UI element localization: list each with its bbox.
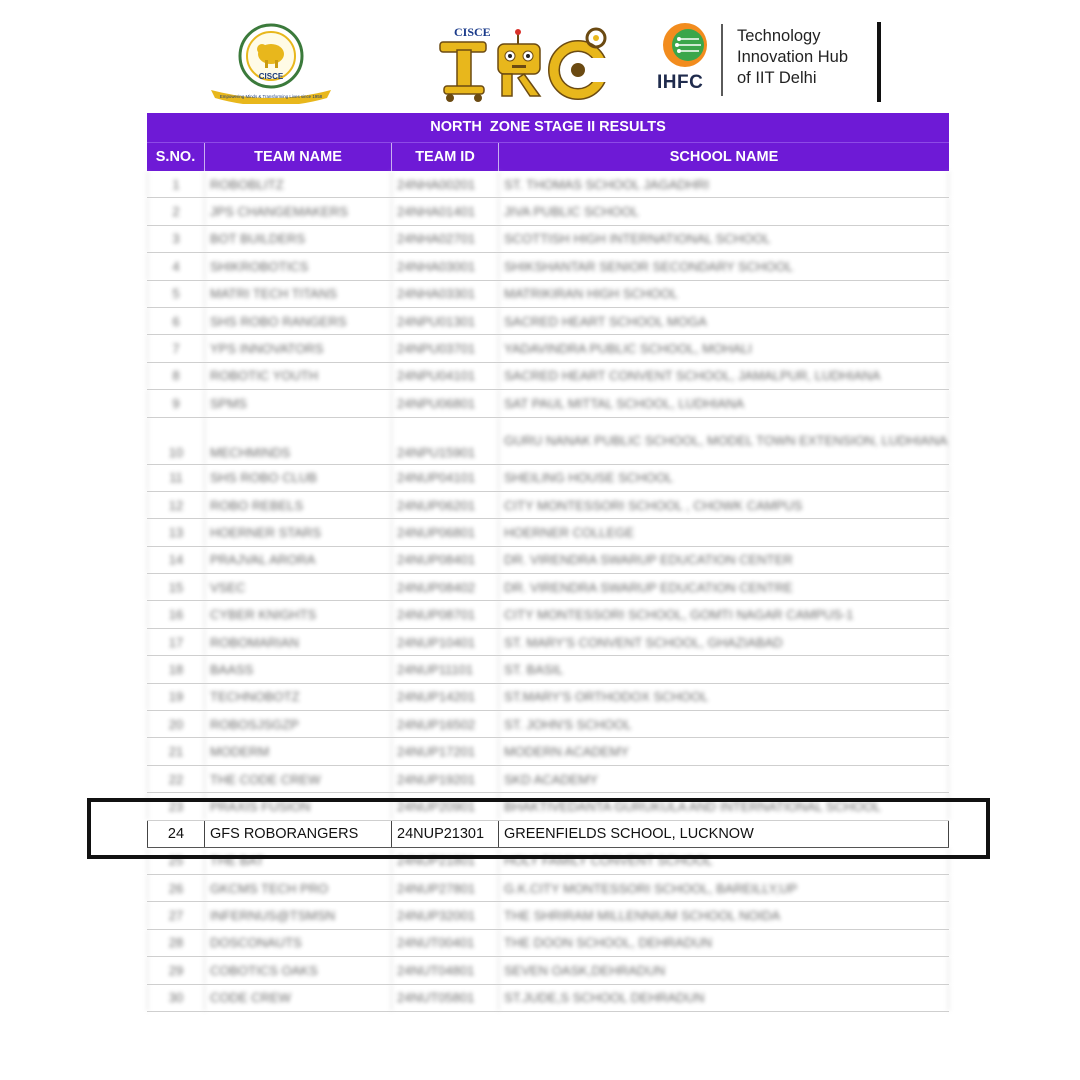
row-team-name: VSEC xyxy=(205,574,392,600)
row-team-id: 24NUP27801 xyxy=(392,875,499,901)
table-row xyxy=(147,738,949,765)
row-team-name: BOT BUILDERS xyxy=(205,226,392,252)
row-team-name: PRAXIS FUSION xyxy=(205,793,392,819)
row-school-name: HOERNER COLLEGE xyxy=(499,519,949,545)
row-team-id: 24NUP21301 xyxy=(392,821,499,847)
row-team-name: SPMS xyxy=(205,390,392,416)
row-school-name: YADAVINDRA PUBLIC SCHOOL, MOHALI xyxy=(499,335,949,361)
row-school-name: THE DOON SCHOOL, DEHRADUN xyxy=(499,930,949,956)
table-row xyxy=(147,711,949,738)
row-school-name: SEVEN OASK,DEHRADUN xyxy=(499,957,949,983)
table-row xyxy=(147,335,949,362)
results-table xyxy=(147,113,949,1012)
row-sno: 21 xyxy=(147,738,205,764)
row-sno: 1 xyxy=(147,171,205,197)
row-team-name: INFERNUS@TSMSN xyxy=(205,902,392,928)
row-team-id: 24NHA01401 xyxy=(392,198,499,224)
table-row xyxy=(147,519,949,546)
header-sno: S.NO. xyxy=(147,143,205,171)
row-sno: 5 xyxy=(147,281,205,307)
row-team-id: 24NUP21801 xyxy=(392,848,499,874)
row-school-name: CITY MONTESSORI SCHOOL, GOMTI NAGAR CAMPUS-1 xyxy=(499,601,949,627)
table-row xyxy=(147,492,949,519)
table-row xyxy=(147,684,949,711)
table-body xyxy=(147,171,949,1012)
row-school-name: SHEILING HOUSE SCHOOL xyxy=(499,465,949,491)
header-team-name: TEAM NAME xyxy=(205,143,392,171)
row-school-name: ST. MARY'S CONVENT SCHOOL, GHAZIABAD xyxy=(499,629,949,655)
table-row xyxy=(147,363,949,390)
ihfc-line-1: Technology xyxy=(737,27,821,45)
table-row xyxy=(147,766,949,793)
row-team-name: ROBOTIC YOUTH xyxy=(205,363,392,389)
table-row xyxy=(147,574,949,601)
table-row xyxy=(147,198,949,225)
row-sno: 23 xyxy=(147,793,205,819)
row-team-name: JPS CHANGEMAKERS xyxy=(205,198,392,224)
row-team-name: ROBOBLITZ xyxy=(205,171,392,197)
row-sno: 16 xyxy=(147,601,205,627)
row-team-name: TECHNOBOTZ xyxy=(205,684,392,710)
row-team-id: 24NUP06801 xyxy=(392,519,499,545)
row-team-name: SHS ROBO CLUB xyxy=(205,465,392,491)
row-school-name: BHAKTIVEDANTA GURUKULA AND INTERNATIONAL SCHOOL xyxy=(499,793,949,819)
row-team-name: MECHMINDS xyxy=(205,418,392,464)
row-team-name: ROBOSJSGZP xyxy=(205,711,392,737)
row-team-id: 24NUP19201 xyxy=(392,766,499,792)
table-row xyxy=(147,281,949,308)
ihfc-logo xyxy=(655,22,885,104)
row-school-name: ST. THOMAS SCHOOL JAGADHRI xyxy=(499,171,949,197)
row-team-id: 24NUP16502 xyxy=(392,711,499,737)
row-sno: 3 xyxy=(147,226,205,252)
row-sno: 10 xyxy=(147,418,205,464)
row-sno: 2 xyxy=(147,198,205,224)
cisce-logo xyxy=(205,22,335,104)
row-team-name: DOSCONAUTS xyxy=(205,930,392,956)
row-school-name: ST. BASIL xyxy=(499,656,949,682)
row-school-name: MATRIKIRAN HIGH SCHOOL xyxy=(499,281,949,307)
table-row-highlighted xyxy=(147,821,949,848)
table-row xyxy=(147,629,949,656)
row-team-name: GFS ROBORANGERS xyxy=(205,821,392,847)
row-sno: 22 xyxy=(147,766,205,792)
row-team-id: 24NUT04801 xyxy=(392,957,499,983)
row-team-name: GKCMS TECH PRO xyxy=(205,875,392,901)
row-sno: 20 xyxy=(147,711,205,737)
row-sno: 19 xyxy=(147,684,205,710)
row-sno: 7 xyxy=(147,335,205,361)
row-school-name: THE SHRIRAM MILLENNIUM SCHOOL NOIDA xyxy=(499,902,949,928)
row-team-id: 24NUP14201 xyxy=(392,684,499,710)
row-team-id: 24NUP20901 xyxy=(392,793,499,819)
table-row xyxy=(147,465,949,492)
row-sno: 4 xyxy=(147,253,205,279)
ihfc-separator xyxy=(721,24,723,96)
row-team-name: PRAJVAL ARORA xyxy=(205,547,392,573)
row-school-name: ST.MARY'S ORTHODOX SCHOOL xyxy=(499,684,949,710)
row-sno: 6 xyxy=(147,308,205,334)
row-team-name: CYBER KNIGHTS xyxy=(205,601,392,627)
row-team-name: SHS ROBO RANGERS xyxy=(205,308,392,334)
ihfc-line-2: Innovation Hub xyxy=(737,48,848,66)
row-team-id: 24NUP32001 xyxy=(392,902,499,928)
row-sno: 8 xyxy=(147,363,205,389)
row-team-id: 24NHA00201 xyxy=(392,171,499,197)
row-school-name: SHIKSHANTAR SENIOR SECONDARY SCHOOL xyxy=(499,253,949,279)
row-team-name: MATRI TECH TITANS xyxy=(205,281,392,307)
row-school-name: HOLY FAMILY CONVENT SCHOOL xyxy=(499,848,949,874)
row-team-id: 24NUP10401 xyxy=(392,629,499,655)
table-row xyxy=(147,930,949,957)
table-row xyxy=(147,418,949,465)
row-team-name: HOERNER STARS xyxy=(205,519,392,545)
row-sno: 30 xyxy=(147,985,205,1011)
row-team-name: COBOTICS OAKS xyxy=(205,957,392,983)
row-team-name: ROBO REBELS xyxy=(205,492,392,518)
table-row xyxy=(147,848,949,875)
row-school-name: SAT PAUL MITTAL SCHOOL, LUDHIANA xyxy=(499,390,949,416)
row-team-id: 24NPU06801 xyxy=(392,390,499,416)
row-team-id: 24NPU01301 xyxy=(392,308,499,334)
row-team-id: 24NHA03001 xyxy=(392,253,499,279)
row-school-name: GURU NANAK PUBLIC SCHOOL, MODEL TOWN EXTENSION, LUDHIANA xyxy=(499,418,949,464)
row-team-name: THE CODE CREW xyxy=(205,766,392,792)
row-sno: 18 xyxy=(147,656,205,682)
row-team-id: 24NUP17201 xyxy=(392,738,499,764)
header-team-id: TEAM ID xyxy=(392,143,499,171)
row-sno: 25 xyxy=(147,848,205,874)
table-row xyxy=(147,226,949,253)
ihfc-emblem-icon xyxy=(657,22,713,70)
row-team-id: 24NUP08402 xyxy=(392,574,499,600)
row-team-name: CODE CREW xyxy=(205,985,392,1011)
table-row xyxy=(147,308,949,335)
row-sno: 12 xyxy=(147,492,205,518)
row-team-name: THE BAT xyxy=(205,848,392,874)
ihfc-wordmark: IHFC xyxy=(657,72,704,93)
row-sno: 13 xyxy=(147,519,205,545)
row-team-id: 24NPU04101 xyxy=(392,363,499,389)
row-sno: 27 xyxy=(147,902,205,928)
row-school-name: SKD ACADEMY xyxy=(499,766,949,792)
row-school-name: MODERN ACADEMY xyxy=(499,738,949,764)
table-row xyxy=(147,875,949,902)
row-team-id: 24NUT05801 xyxy=(392,985,499,1011)
table-row xyxy=(147,902,949,929)
table-row xyxy=(147,985,949,1012)
table-row xyxy=(147,793,949,820)
cisce-caption: CISCE xyxy=(258,72,284,81)
row-team-id: 24NUP06201 xyxy=(392,492,499,518)
row-sno: 24 xyxy=(147,821,205,847)
row-team-id: 24NPU15901 xyxy=(392,418,499,464)
ihfc-right-bar xyxy=(877,22,881,102)
row-sno: 17 xyxy=(147,629,205,655)
table-row xyxy=(147,957,949,984)
ihfc-line-3: of IIT Delhi xyxy=(737,69,817,87)
row-team-name: YPS INNOVATORS xyxy=(205,335,392,361)
row-sno: 29 xyxy=(147,957,205,983)
row-team-name: MODERM xyxy=(205,738,392,764)
row-school-name: SCOTTISH HIGH INTERNATIONAL SCHOOL xyxy=(499,226,949,252)
row-sno: 15 xyxy=(147,574,205,600)
row-team-name: BAASS xyxy=(205,656,392,682)
table-title: NORTH ZONE STAGE II RESULTS xyxy=(147,113,949,142)
row-sno: 11 xyxy=(147,465,205,491)
row-school-name: CITY MONTESSORI SCHOOL , CHOWK CAMPUS xyxy=(499,492,949,518)
row-school-name: G.K.CITY MONTESSORI SCHOOL, BAREILLY,UP xyxy=(499,875,949,901)
row-sno: 26 xyxy=(147,875,205,901)
row-team-id: 24NUT00401 xyxy=(392,930,499,956)
row-sno: 9 xyxy=(147,390,205,416)
irc-logo xyxy=(432,22,608,104)
row-team-id: 24NUP04101 xyxy=(392,465,499,491)
table-row xyxy=(147,253,949,280)
table-row xyxy=(147,390,949,417)
irc-cisce-label: CISCE xyxy=(454,25,491,39)
table-row xyxy=(147,547,949,574)
row-sno: 14 xyxy=(147,547,205,573)
header-logos xyxy=(0,0,1080,110)
row-school-name: GREENFIELDS SCHOOL, LUCKNOW xyxy=(499,821,949,847)
row-school-name: ST.JUDE,S SCHOOL DEHRADUN xyxy=(499,985,949,1011)
row-sno: 28 xyxy=(147,930,205,956)
row-school-name: DR. VIRENDRA SWARUP EDUCATION CENTRE xyxy=(499,574,949,600)
row-school-name: DR. VIRENDRA SWARUP EDUCATION CENTER xyxy=(499,547,949,573)
row-school-name: SACRED HEART CONVENT SCHOOL, JAMALPUR, LUDHIANA xyxy=(499,363,949,389)
cisce-tagline: Empowering Minds & Transforming Lives since 1958 xyxy=(219,94,323,99)
header-school-name: SCHOOL NAME xyxy=(669,149,779,165)
row-team-id: 24NUP11101 xyxy=(392,656,499,682)
table-header-row xyxy=(147,142,949,171)
row-team-id: 24NUP08701 xyxy=(392,601,499,627)
row-school-name: SACRED HEART SCHOOL MOGA xyxy=(499,308,949,334)
table-row xyxy=(147,601,949,628)
row-school-name: ST. JOHN'S SCHOOL xyxy=(499,711,949,737)
row-team-name: ROBOMARIAN xyxy=(205,629,392,655)
row-team-id: 24NHA02701 xyxy=(392,226,499,252)
row-school-name: JIVA PUBLIC SCHOOL xyxy=(499,198,949,224)
table-row xyxy=(147,171,949,198)
table-row xyxy=(147,656,949,683)
ihfc-description xyxy=(737,26,877,89)
row-team-name: SHIKROBOTICS xyxy=(205,253,392,279)
row-team-id: 24NHA03301 xyxy=(392,281,499,307)
row-team-id: 24NUP08401 xyxy=(392,547,499,573)
row-team-id: 24NPU03701 xyxy=(392,335,499,361)
